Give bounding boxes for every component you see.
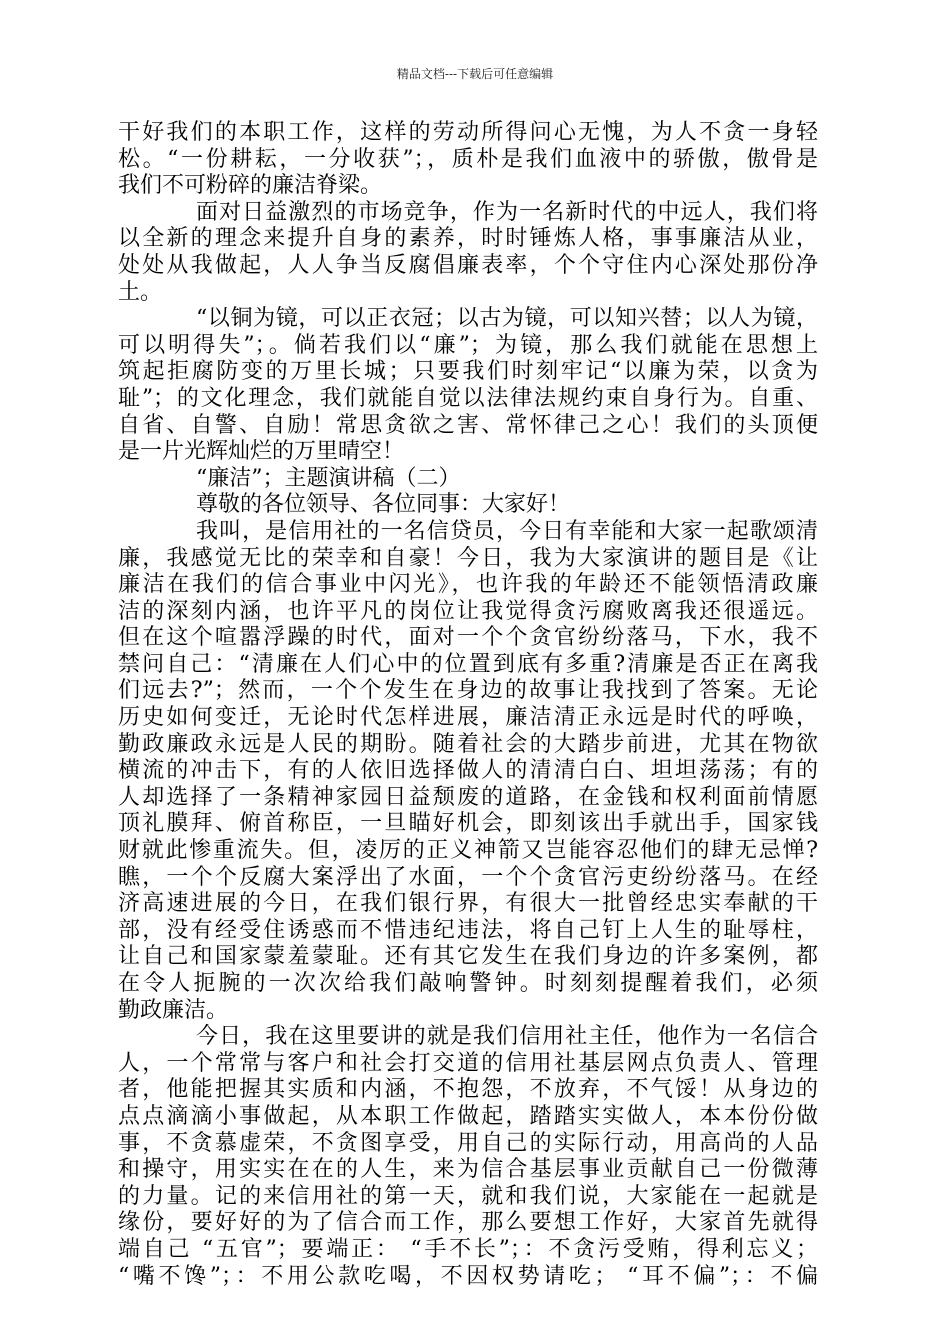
- text-line: 瞧，一个个反腐大案浮出了水面，一个个贪官污吏纷纷落马。在经: [118, 864, 818, 890]
- text-line: 人却选择了一条精神家园日益颓废的道路，在金钱和权利面前情愿: [118, 784, 818, 810]
- text-line: 部，没有经受住诱惑而不惜违纪违法，将自己钉上人生的耻辱柱，: [118, 917, 818, 943]
- text-line: 自省、自警、自励！常思贪欲之害、常怀律己之心！我们的头顶便: [118, 412, 818, 438]
- text-line: 事，不贪慕虚荣，不贪图享受，用自己的实际行动，用高尚的人品: [118, 1130, 818, 1156]
- text-line: 们远去?”；然而，一个个发生在身边的故事让我找到了答案。无论: [118, 678, 818, 704]
- text-line: “嘴不馋”；：不用公款吃喝，不因权势请吃； “耳不偏”；：不偏: [118, 1263, 818, 1289]
- text-line: 历史如何变迁，无论时代怎样进展，廉洁清正永远是时代的呼唤，: [118, 705, 818, 731]
- text-line: 但在这个喧嚣浮躁的时代，面对一个个贪官纷纷落马，下水，我不: [118, 625, 818, 651]
- text-line: 禁问自己：“清廉在人们心中的位置到底有多重?清廉是否正在离我: [118, 651, 818, 677]
- text-line: 尊敬的各位领导、各位同事：大家好！: [196, 492, 571, 518]
- text-line: 土。: [118, 279, 163, 305]
- text-line: 在令人扼腕的一次次给我们敲响警钟。时刻刻提醒着我们，必须: [118, 971, 818, 996]
- text-line: 今日，我在这里要讲的就是我们信用社主任，他作为一名信合: [196, 1024, 818, 1050]
- text-line: 我叫，是信用社的一名信贷员，今日有幸能和大家一起歌颂清: [196, 518, 818, 544]
- text-line: “廉洁”；主题演讲稿（二）: [196, 465, 461, 491]
- text-line: 者，他能把握其实质和内涵，不抱怨，不放弃，不气馁！从身边的: [118, 1077, 818, 1103]
- text-line: 人，一个常常与客户和社会打交道的信用社基层网点负责人、管理: [118, 1050, 818, 1076]
- text-line: 廉，我感觉无比的荣幸和自豪！今日，我为大家演讲的题目是《让: [118, 545, 818, 571]
- text-line: 可以明得失”；。倘若我们以“廉”；为镜，那么我们就能在思想上: [118, 332, 818, 358]
- text-line: 是一片光辉灿烂的万里晴空！: [118, 439, 405, 465]
- text-line: 耻”；的文化理念，我们就能自觉以法律法规约束自身行为。自重、: [118, 385, 818, 411]
- text-line: 筑起拒腐防变的万里长城；只要我们时刻牢记“以廉为荣，以贪为: [118, 359, 818, 385]
- text-line: 点点滴滴小事做起，从本职工作做起，踏踏实实做人，本本份份做: [118, 1103, 818, 1129]
- text-line: 洁的深刻内涵，也许平凡的岗位让我觉得贪污腐败离我还很遥远。: [118, 598, 818, 624]
- text-line: 端自己 “五官”；要端正： “手不长”；：不贪污受贿，得利忘义；: [118, 1236, 818, 1262]
- text-line: 勤政廉洁。: [118, 997, 229, 1023]
- text-line: 面对日益激烈的市场竞争，作为一名新时代的中远人，我们将: [196, 199, 818, 225]
- page-header: 精品文档---下载后可任意编辑: [396, 67, 554, 81]
- text-line: 济高速进展的今日，在我们银行界，有很大一批曾经忠实奉献的干: [118, 891, 818, 917]
- text-line: 横流的冲击下，有的人依旧选择做人的清清白白、坦坦荡荡；有的: [118, 758, 818, 784]
- text-line: 缘份，要好好的为了信合而工作，那么要想工作好，大家首先就得: [118, 1210, 818, 1236]
- text-line: 财就此惨重流失。但，凌厉的正义神箭又岂能容忍他们的肆无忌惮?: [118, 838, 818, 864]
- text-line: 廉洁在我们的信合事业中闪光》，也许我的年龄还不能领悟清政廉: [118, 572, 818, 598]
- text-line: 的力量。记的来信用社的第一天，就和我们说，大家能在一起就是: [118, 1183, 818, 1209]
- text-line: 让自己和国家蒙羞蒙耻。还有其它发生在我们身边的许多案例，都: [118, 944, 818, 970]
- document-body: [118, 120, 818, 1290]
- text-line: 和操守，用实实在在的人生，来为信合基层事业贡献自己一份微薄: [118, 1157, 818, 1183]
- text-line: 松。“一份耕耘，一分收获”；，质朴是我们血液中的骄傲，傲骨是: [118, 146, 818, 172]
- text-line: 顶礼膜拜、俯首称臣，一旦瞄好机会，即刻该出手就出手，国家钱: [118, 811, 818, 837]
- text-line: 我们不可粉碎的廉洁脊梁。: [118, 173, 383, 199]
- text-line: 勤政廉政永远是人民的期盼。随着社会的大踏步前进，尤其在物欲: [118, 731, 818, 757]
- text-line: 以全新的理念来提升自身的素养，时时锤炼人格，事事廉洁从业，: [118, 226, 818, 252]
- text-line: 处处从我做起，人人争当反腐倡廉表率，个个守住内心深处那份净: [118, 252, 818, 278]
- text-line: “以铜为镜，可以正衣冠；以古为镜，可以知兴替；以人为镜，: [196, 306, 818, 332]
- text-line: 干好我们的本职工作，这样的劳动所得问心无愧，为人不贪一身轻: [118, 120, 818, 145]
